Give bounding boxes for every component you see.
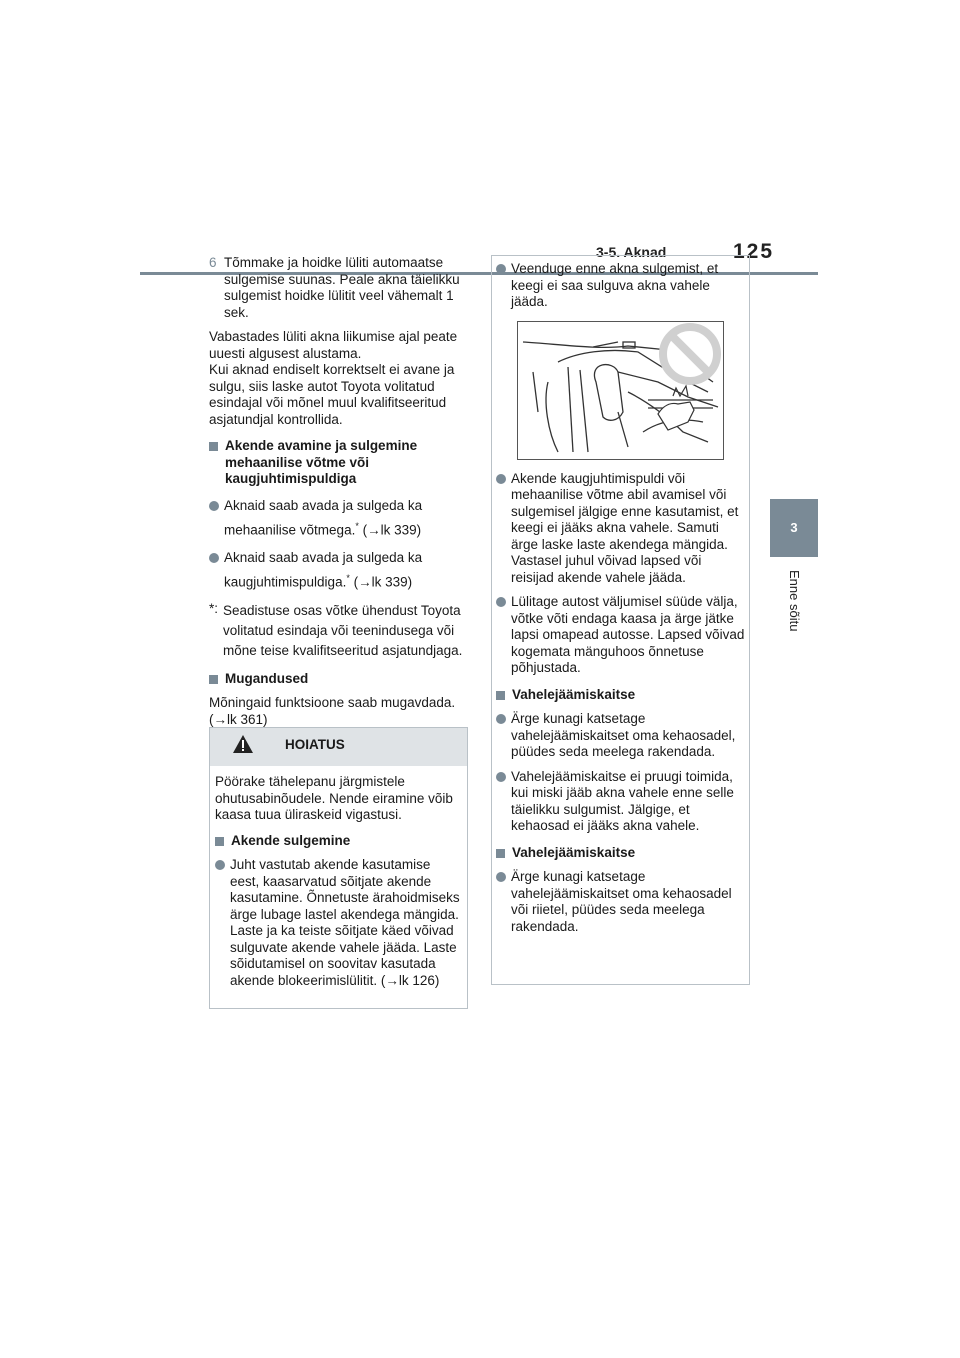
footnote-marker: * xyxy=(355,520,359,531)
chapter-tab: 3 xyxy=(770,499,818,557)
paragraph: Vabastades lüliti akna liikumise ajal peate uuesti algusest alustama. xyxy=(209,329,458,361)
warning-triangle-icon xyxy=(232,734,254,754)
circle-bullet-icon xyxy=(496,474,506,484)
warning-header xyxy=(210,728,467,766)
section-heading xyxy=(496,687,746,704)
section-heading xyxy=(209,671,471,688)
circle-bullet-icon xyxy=(209,553,219,563)
left-column xyxy=(209,255,471,735)
circle-bullet-icon xyxy=(496,772,506,782)
page-reference: (→lk 339) xyxy=(358,522,422,537)
list-item-text: Ärge kunagi katsetage vahelejäämiskaitset oma kehaosadel või riietel, püüdes seda meelega rakendada. xyxy=(511,869,732,934)
section-title: 3-5. Aknad xyxy=(596,244,667,260)
step-item xyxy=(209,255,471,321)
car-window-drawing xyxy=(518,322,723,459)
paragraph: Mõningaid funktsioone saab mugavdada. (→lk 361) xyxy=(209,695,456,727)
list-item-text: Akende kaugjuhtimispuldi või mehaanilise võtme abil avamisel või sulgemisel jälgige enne kasutamist, et keegi ei jääks akna vahele. Samuti ärge laske laste akendega mängida. Vastasel juhul võivad lapsed või reisijad akende vahele jääda. xyxy=(511,470,739,585)
list-item-text: Ärge kunagi katsetage vahelejäämiskaitset oma kehaosadel, püüdes seda meelega rakendada. xyxy=(511,711,736,759)
list-item xyxy=(496,594,746,677)
list-item xyxy=(209,496,471,541)
paragraph: Kui aknad endiselt korrektselt ei avane ja sulgu, siis laske autot Toyota volitatud esindajal või mõnel muul kvalifitseeritud asjatundjal kontrollida. xyxy=(209,362,455,427)
heading-text: Akende sulgemine xyxy=(231,832,351,848)
square-bullet-icon xyxy=(209,442,218,451)
list-item-text: Vahelejäämiskaitse ei pruugi toimida, kui miski jääb akna vahele enne selle täielikku sulgumist. Jälgige, et kehaosad ei jääks akna vahele. xyxy=(511,768,734,833)
footnote-marker: * xyxy=(346,573,350,583)
chapter-label-container xyxy=(780,570,810,670)
list-item xyxy=(496,769,746,835)
warning-body xyxy=(210,766,467,989)
circle-bullet-icon xyxy=(496,264,506,274)
heading-text: Mugandused xyxy=(225,670,309,686)
list-item xyxy=(496,711,746,761)
window-pinch-illustration xyxy=(517,321,724,460)
prohibition-icon xyxy=(663,327,717,381)
section-heading xyxy=(496,845,746,862)
heading-text: Vahelejäämiskaitse xyxy=(512,844,636,860)
circle-bullet-icon xyxy=(215,860,225,870)
heading-text: Akende avamine ja sulgemine mehaanilise võtme või kaugjuhtimispuldiga xyxy=(225,438,418,486)
square-bullet-icon xyxy=(209,675,218,684)
page-reference: (→lk 339) xyxy=(349,574,413,590)
list-item xyxy=(496,261,746,311)
list-item xyxy=(209,548,471,593)
list-item-text: Juht vastutab akende kasutamise eest, kaasarvatud sõitjate akende kasutamine. Õnnetuste ärahoidmiseks ärge lubage lastel akendega mängida. Laste ja ka teiste sõitjate käed võivad sulguvate akende vahele jääda. Laste sõidutamisel on soovitav kasutada akende blokeerimislülitit. (→lk 126) xyxy=(230,857,460,988)
warning-title: HOIATUS xyxy=(285,737,345,752)
list-item-text: Aknaid saab avada ja sulgeda ka kaugjuhtimispuldiga. xyxy=(224,550,423,590)
warning-list-item xyxy=(215,857,462,989)
warning-heading xyxy=(215,833,462,850)
circle-bullet-icon xyxy=(496,872,506,882)
footnote-text: Seadistuse osas võtke ühendust Toyota volitatud esindaja või teenindusega või mõne teise kvalifitseeritud asjatundjaga. xyxy=(223,602,463,658)
list-item-text: Aknaid saab avada ja sulgeda ka mehaanilise võtmega. xyxy=(224,497,423,537)
footnote xyxy=(209,601,471,661)
list-item-text: Veenduge enne akna sulgemist, et keegi ei saa sulguva akna vahele jääda. xyxy=(511,261,719,309)
square-bullet-icon xyxy=(496,849,505,858)
heading-text: Vahelejäämiskaitse xyxy=(512,686,636,702)
warning-intro: Pöörake tähelepanu järgmistele ohutusabinõudele. Nende eiramine võib kaasa tuua üliraskeid vigastusi. xyxy=(215,774,453,822)
step-text: Tõmmake ja hoidke lüliti automaatse sulgemise suunas. Peale akna täielikku sulgemist hoidke lülitit veel vähemalt 1 sek. xyxy=(224,255,460,320)
section-heading xyxy=(209,438,471,488)
list-item xyxy=(496,869,746,935)
circle-bullet-icon xyxy=(496,714,506,724)
list-item-text: Lülitage autost väljumisel süüde välja, võtke võti endaga kaasa ja ärge jätke lapsi omapead autosse. Lapsed võivad kogemata mänguhoos õnnetuse põhjustada. xyxy=(511,594,745,675)
square-bullet-icon xyxy=(496,691,505,700)
page-number: 125 xyxy=(733,240,775,263)
circle-bullet-icon xyxy=(496,597,506,607)
footnote-marker: *: xyxy=(209,600,219,616)
pinched-hand-icon xyxy=(658,386,694,430)
step-number: 6 xyxy=(209,255,217,270)
list-item xyxy=(496,471,746,587)
circle-bullet-icon xyxy=(209,501,219,511)
square-bullet-icon xyxy=(215,837,224,846)
warning-box xyxy=(209,727,468,1009)
chapter-label: Enne sõitu xyxy=(787,570,802,632)
